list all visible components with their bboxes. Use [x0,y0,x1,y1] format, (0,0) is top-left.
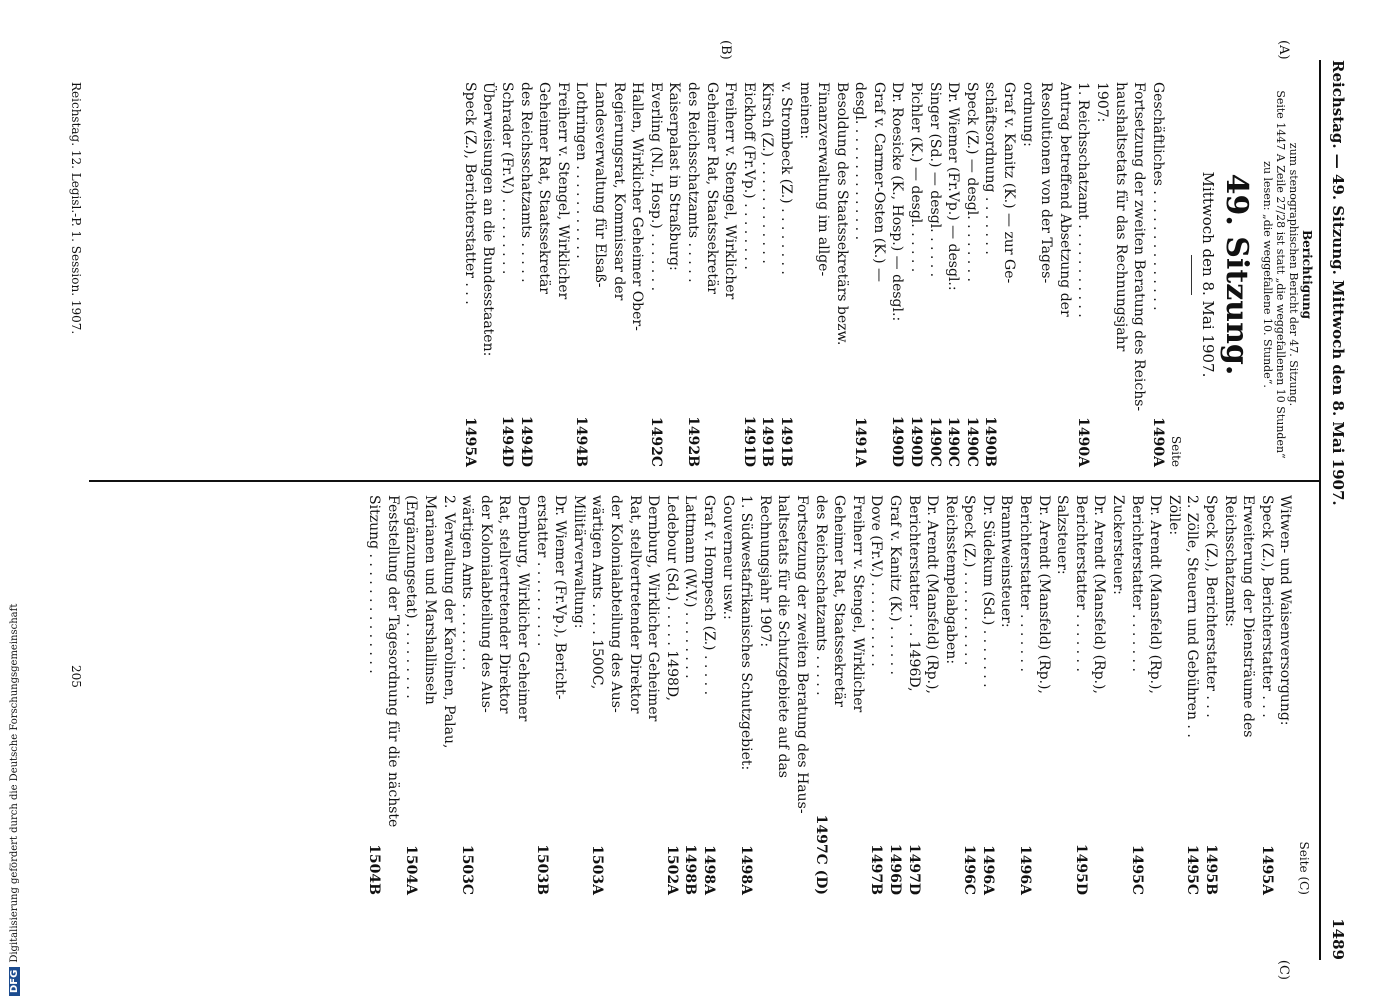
toc-entry-text: Dove (Fr.V.) . . . . . . . . . . [868,495,885,667]
margin-letter-c: (C) [1276,959,1291,980]
toc-entry [941,495,960,895]
toc-entry-text: Dr. Arendt (Mansfeld) (Rp.), [1091,495,1108,694]
toc-entry [551,495,570,895]
toc-entry [439,495,458,895]
toc-entry [997,495,1016,895]
toc-entry-text: haushaltsetats für das Rechnungsjahr [1112,82,1129,352]
toc-entry-text: Lattmann (W.V.) . . . . . . . . [682,495,699,679]
toc-entry-text: Dr. Arendt (Mansfeld) (Rp.), [1035,495,1052,694]
toc-entry-page: 1504A [403,845,420,895]
toc-entry [811,495,830,895]
column-divider [89,480,1319,482]
toc-entry [1090,495,1109,895]
toc-entry [665,82,684,467]
toc-entry-page: 1495D [1072,843,1089,895]
toc-entry-text: Berichterstatter . . . . . . . [1072,495,1089,672]
toc-entry-text: Finanzverwaltung im allge- [815,82,832,277]
correction-heading: Berichtigung [1300,229,1314,320]
toc-entry-text: Freiherr v. Stengel, Wirklicher [722,82,739,300]
title-rule [1191,255,1192,295]
toc-entry-text: Dr. Arendt (Mansfeld) (Rp.), [1147,495,1164,694]
toc-entry [681,495,700,895]
toc-entry [513,495,532,895]
toc-entry [1055,82,1074,467]
toc-entry-text: wärtigen Amts . . . . . . . . [459,495,476,671]
toc-entry [888,82,907,467]
toc-entry [1053,495,1072,895]
toc-entry [516,82,535,467]
toc-entry [1164,495,1183,895]
toc-entry [923,495,942,895]
toc-entry-page: 1494B [573,416,590,467]
toc-entry [774,495,793,895]
toc-entry [460,82,479,467]
toc-entry-page: 1497D [905,843,922,895]
right-column [365,495,1313,895]
toc-entry [702,82,721,467]
toc-entry-text: erstatter . . . . . . . . . . [533,495,550,647]
toc-entry [792,495,811,895]
toc-entry [609,82,628,467]
toc-entry-page: 1491D [740,415,757,467]
toc-entry-text: Geheimer Rat, Staatssekretär [831,495,848,708]
toc-entry-page: 1490D [889,415,906,467]
toc-entry [1071,495,1090,895]
footer-sheet-number: 205 [69,665,83,688]
correction-notice [1261,82,1313,467]
toc-entry-text: Speck (Z.), Berichterstatter . . . [1258,495,1275,718]
digitization-credit [2,604,21,996]
toc-entry-page: 1490C [963,416,980,467]
toc-entry-text: (Ergänzungsetat) . . . . . . . . . [403,495,420,699]
toc-entry-text: Besoldung des Staatssekretärs bezw. [833,82,850,346]
toc-entry [1108,495,1127,895]
toc-entry-text: Gouverneur usw.: [719,495,736,620]
toc-entry-text: Lothringen . . . . . . . . . . . [573,82,590,259]
left-column [460,82,1313,467]
toc-entry [1018,82,1037,467]
toc-entry-text: Feststellung der Tagesordnung für die nächste [384,495,401,828]
toc-entry-text: Fortsetzung der zweiten Beratung des Reichs- [1131,82,1148,412]
toc-entry-text: v. Strombeck (Z.) . . . . . . . . [777,82,794,275]
toc-entry [1257,495,1276,895]
toc-entry [721,82,740,467]
toc-entry-text: des Reichsschatzamts . . . . . [812,495,829,696]
toc-entry [606,495,625,895]
toc-entry [590,82,609,467]
toc-entry [848,495,867,895]
toc-entry [625,495,644,895]
toc-entry [907,82,926,467]
toc-entry-text: 1. Südwestafrikanisches Schutzgebiet: [738,495,755,771]
toc-entry [776,82,795,467]
toc-entry [1220,495,1239,895]
left-entries-list [460,82,1167,467]
toc-entry-text: desgl. . . . . . . . . . . . . . [852,82,869,241]
toc-entry-page: 1497C (D) [812,814,829,895]
toc-entry-text: Eickhoff (Fr.Vp.) . . . . . . . . [740,82,757,270]
toc-entry [962,82,981,467]
toc-entry [830,495,849,895]
toc-entry [495,495,514,895]
toc-entry-page: 1503A [589,845,606,895]
toc-entry-page: 1496A [979,845,996,895]
toc-entry [646,82,665,467]
session-date: Mittwoch den 8. Mai 1907. [1199,171,1217,378]
running-header [1323,60,1351,960]
toc-entry-text: Antrag betreffend Absetzung der [1056,82,1073,317]
toc-entry [981,82,1000,467]
toc-entry-page: 1492C [647,416,664,467]
correction-line: zum stenographischen Bericht der 47. Sitzung. [1287,142,1300,407]
toc-entry-text: Speck (Z.) — desgl. . . . . . . . [963,82,980,282]
seite-label: Seite (C) [1297,841,1311,895]
header-page-number: 1489 [1329,918,1347,960]
toc-entry-text: Dr. Südekum (Sd.) . . . . . . . [979,495,996,688]
toc-entry [476,495,495,895]
seite-label: Seite [1169,435,1184,467]
toc-entry-text: 1. Reichsschatzamt . . . . . . . . . . . [1075,82,1092,318]
toc-entry-page: 1490D [908,415,925,467]
toc-entry-text: Resolutionen von der Tages- [1038,82,1055,284]
toc-entry-text: Geheimer Rat, Staatssekretär [703,82,720,295]
toc-entry-page: 1491B [777,416,794,467]
toc-entry [497,82,516,467]
session-title: 49. Sitzung. [1219,173,1254,376]
toc-entry-text: der Kolonialabteilung des Aus- [608,495,625,713]
toc-entry-text: der Kolonialabteilung des Aus- [477,495,494,713]
toc-entry [1276,495,1295,895]
toc-entry-text: Graf v. Hompesch (Z.) . . . . . [701,495,717,696]
toc-entry-text: Graf v. Kanitz (K.) . . . . . . [886,495,903,675]
dfg-logo: DFG [9,967,20,996]
toc-entry [662,495,681,895]
toc-entry-text: Dernburg, Wirklicher Geheimer [515,495,532,722]
toc-entry [458,495,477,895]
toc-entry-text: Freiherr v. Stengel, Wirklicher [554,82,571,300]
toc-entry-page: 1497B [868,844,885,895]
toc-entry-text: Salzsteuer: [1054,495,1071,575]
toc-entry [699,495,718,895]
toc-entry [851,82,870,467]
toc-entry [999,82,1018,467]
toc-entry-text: Zölle: [1165,495,1182,536]
toc-entry [402,495,421,895]
toc-entry-text: Rechnungsjahr 1907: [756,495,773,648]
toc-entry-text: Geheimer Rat, Staatssekretär [536,82,553,295]
toc-entry-text: Geschäftliches . . . . . . . . . . . . . . [1149,82,1166,311]
right-entries-list [365,495,1295,895]
toc-entry-page: 1492B [684,416,701,467]
toc-entry-text: Reichsstempelabgaben: [942,495,959,665]
toc-entry [1016,495,1035,895]
toc-entry-text: Militärverwaltung: [570,495,587,629]
toc-entry-page: 1494D [499,415,516,467]
toc-entry-page: 1495A [1258,845,1275,895]
toc-entry-page: 1498A [738,845,755,895]
toc-entry-text: Regierungsrat, Kommissar der [610,82,627,301]
margin-letter-b: (B) [718,40,733,60]
toc-entry [1034,495,1053,895]
toc-entry-text: 2. Verwaltung der Karolinen, Palau, [440,495,457,749]
toc-entry-text: Sitzung . . . . . . . . . . . . . . [366,495,383,674]
toc-entry [978,495,997,895]
toc-entry [644,495,663,895]
toc-entry-text: schäftsordnung . . . . . . . [982,82,999,255]
toc-entry-page: 1494D [517,415,534,467]
correction-line: zu lesen: „die weggefallene 10. Stunde“. [1261,161,1274,388]
toc-entry [1201,495,1220,895]
toc-entry-text: 1907: [1094,82,1111,123]
toc-entry [718,495,737,895]
toc-entry [383,495,402,895]
toc-entry [365,495,384,895]
toc-entry [1239,495,1258,895]
toc-entry [553,82,572,467]
toc-entry [421,495,440,895]
toc-entry [904,495,923,895]
toc-entry [1111,82,1130,467]
toc-entry-text: haltsetats für die Schutzgebiete auf das [775,495,792,778]
toc-entry-page: 1490C [945,416,962,467]
toc-entry-text: Kaiserpalast in Straßburg: [666,82,683,271]
toc-entry-text: Witwen- und Waisenversorgung: [1277,495,1294,726]
toc-entry [885,495,904,895]
toc-entry [944,82,963,467]
toc-entry-text: Singer (Sd.) — desgl. . . . . . [926,82,943,278]
toc-entry [960,495,979,895]
toc-entry-text: Fortsetzung der zweiten Beratung des Haus- [793,495,810,814]
toc-entry-text: Dr. Roesicke (K., Hosp.) — desgl.: [889,82,906,322]
toc-entry-page: 1495C [1184,844,1201,895]
toc-entry-text: Ledebour (Sd.) . . . . . 1498D, [663,495,680,702]
toc-entry-page: 1491A [852,417,869,467]
toc-entry-page: 1502A [663,845,680,895]
toc-entry-text: Reichsschatzamts: [1221,495,1238,627]
credit-text: Digitalisierung gefördert durch die Deutsche Forschungsgemeinschaft [9,603,20,963]
toc-entry [1127,495,1146,895]
toc-entry-text: Freiherr v. Stengel, Wirklicher [849,495,866,713]
toc-entry [758,82,777,467]
toc-entry-page: 1490C [926,416,943,467]
toc-entry-text: Speck (Z.), Berichterstatter . . . [1203,495,1220,718]
toc-entry [814,82,833,467]
toc-entry-text: Dr. Wiemer (Fr.Vp.), Bericht- [552,495,569,700]
toc-entry-page: 1496A [1017,845,1034,895]
footer-imprint: Reichstag. 12. Legisl.-P. 1. Session. 1907. [69,82,83,335]
toc-entry-page: 1495A [461,417,478,467]
toc-entry-text: Berichterstatter . . . 1496D, [905,495,922,692]
toc-entry [479,82,498,467]
correction-line: Seite 1447 A Zeile 27/28 ist statt „die weggefallenen 10 Stunden“ [1274,90,1287,459]
toc-entry-text: Erweiterung der Diensträume des [1240,495,1257,738]
toc-entry-page: 1504B [366,844,383,895]
toc-entry-text: Graf v. Kanitz (K.) — zur Ge- [1001,82,1018,284]
toc-entry [867,495,886,895]
toc-entry-text: Graf v. Carmer-Osten (K.) — [870,82,887,283]
toc-entry [755,495,774,895]
toc-entry-text: Marianen und Marshallinseln [422,495,439,705]
toc-entry-text: Rat, stellvertretender Direktor [496,495,513,714]
toc-entry [1130,82,1149,467]
toc-entry-text: Rat, stellvertretender Direktor [626,495,643,714]
toc-entry [795,82,814,467]
toc-entry-text: 2. Zölle, Steuern und Gebühren . . [1184,495,1201,738]
toc-entry [1092,82,1111,467]
toc-entry-text: Dernburg, Wirklicher Geheimer [645,495,662,722]
toc-entry [925,82,944,467]
toc-entry-text: Pichler (K.) — desgl. . . . . . [908,82,925,273]
toc-entry-text: Dr. Wiemer (Fr.Vp.) — desgl.: [945,82,962,291]
toc-entry [569,495,588,895]
toc-entry [532,495,551,895]
toc-entry-text: Berichterstatter . . . . . . . [1128,495,1145,672]
toc-entry [1148,82,1167,467]
toc-entry-text: Überweisungen an die Bundesstaaten: [480,82,497,357]
toc-entry-page: 1490A [1075,417,1092,467]
toc-entry-page: 1491B [759,416,776,467]
toc-entry [737,495,756,895]
toc-entry [739,82,758,467]
toc-entry-text: Zuckersteuer: [1110,495,1127,595]
toc-entry-text: Branntweinsteuer: [998,495,1015,628]
toc-entry-text: Schrader (Fr.V.) . . . . . . . . . [499,82,516,275]
toc-entry [869,82,888,467]
toc-entry-page: 1496D [886,843,903,895]
toc-entry-text: Dr. Arendt (Mansfeld) (Rp.), [924,495,941,694]
toc-entry [683,82,702,467]
toc-entry [535,82,554,467]
toc-entry-text: ordnung: [1019,82,1036,147]
toc-entry-text: meinen: [796,82,813,140]
toc-entry [588,495,607,895]
toc-entry-text: Berichterstatter . . . . . . . [1017,495,1034,672]
toc-entry-text: Everling (Nl., Hosp.) . . . . . . . [647,82,664,292]
toc-entry [1037,82,1056,467]
toc-entry-page: 1490B [982,416,999,467]
toc-entry-page: 1498A [701,845,717,895]
toc-entry-text: Speck (Z.) . . . . . . . . . . . [961,495,978,666]
toc-entry-page: 1496C [961,844,978,895]
toc-entry [1183,495,1202,895]
toc-entry-text: Hallen, Wirklicher Geheimer Ober- [629,82,646,331]
toc-entry-text: Landesverwaltung für Elsaß- [592,82,608,288]
toc-entry [572,82,591,467]
header-rule [1319,60,1321,960]
toc-entry [832,82,851,467]
toc-entry [1074,82,1093,467]
toc-entry-page: 1498B [682,844,699,895]
toc-entry-text: Kirsch (Z.) . . . . . . . . . . . . [759,82,776,264]
toc-entry-text: des Reichsschatzamts . . . . . [517,82,534,283]
header-title: Reichstag. — 49. Sitzung. Mittwoch den 8. Mai 1907. [1329,60,1347,506]
toc-entry-page: 1503B [533,844,550,895]
toc-entry [1146,495,1165,895]
toc-entry-page: 1495C [1128,844,1145,895]
toc-entry-page: 1490A [1149,417,1166,467]
toc-entry-page: 1503C [459,844,476,895]
toc-entry-text: Speck (Z.), Berichterstatter . . . [461,82,478,305]
toc-entry [628,82,647,467]
margin-letter-a: (A) [1276,40,1291,60]
toc-entry-text: des Reichsschatzamts . . . . . [684,82,701,283]
toc-entry-page: 1495B [1203,844,1220,895]
toc-entry-text: wärtigen Amts . . . . 1500C, [589,495,606,690]
